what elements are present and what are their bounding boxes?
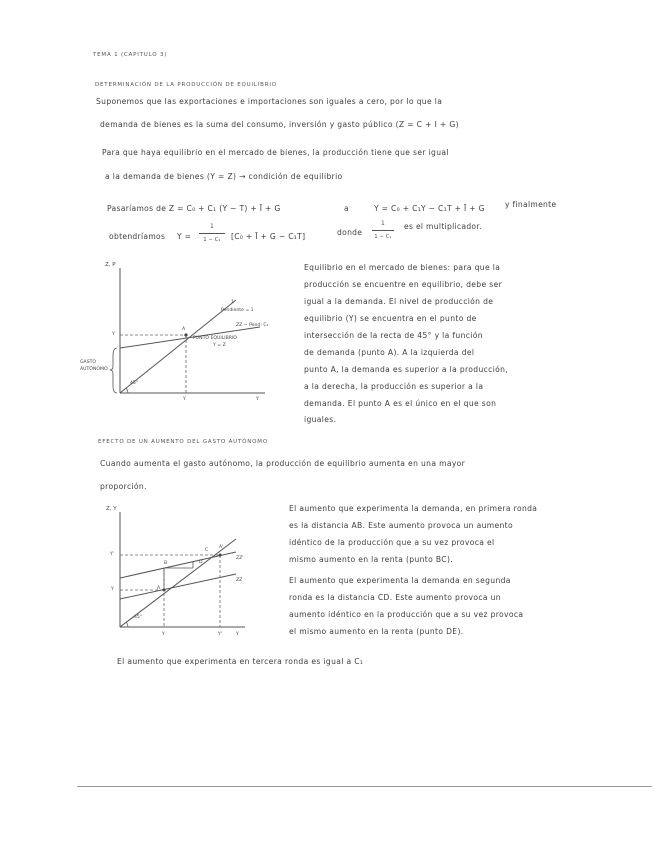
section-title: DETERMINACIÓN DE LA PRODUCCIÓN DE EQUILIBRIO [95, 82, 277, 88]
topic-heading: TEMA 1 (CAPITULO 3) [93, 52, 168, 58]
multiplier-numerator: 1 [209, 223, 215, 230]
formula-multiplier-label: es el multiplicador. [404, 222, 482, 231]
graph2-angle-label: 45° [134, 615, 143, 620]
graph1-text-line-8: a la derecha, la producción es superior a la [304, 382, 484, 391]
graph2-y-axis-label: Z, Y [106, 506, 117, 512]
graph2-y-tick-1: Y' [110, 552, 115, 557]
graph2-zz2-line [120, 552, 236, 578]
graph1-demand-label: ZZ − Pend: C₁ [236, 323, 269, 328]
formula-line1-equation: Y = C₀ + C₁Y − C₁T + Ī + G [374, 204, 485, 213]
graph2-zz2-label: ZZ' [236, 556, 244, 561]
graph2-zz-label: ZZ [236, 578, 243, 583]
graph2-x-tick-1: Y [162, 632, 165, 637]
graph2-para1-line-2: es la distancia AB. Este aumento provoca un aumento [289, 521, 514, 530]
graph1-equilibrium-label-1: PUNTO EQUILIBRIO [193, 336, 237, 341]
formula-autonomous-spending: [C₀ + Ī + G − C₁T] [231, 232, 306, 241]
graph1-angle-label: 45° [130, 381, 139, 386]
graph1-text-line-1: Equilibrio en el mercado de bienes: para que la [304, 263, 501, 272]
graph2-point-a2-label: A' [219, 545, 224, 550]
graph2-point-a2 [219, 554, 222, 557]
graph1-y-tick: Y [112, 332, 115, 337]
graph2-point-a [163, 589, 166, 592]
graph1-autonomous-label-2: AUTÓNOMO [80, 367, 108, 372]
graph1-text-line-10: iguales. [304, 415, 337, 424]
equilibrium-line-1: Para que haya equilibrio en el mercado de bienes, la producción tiene que ser igual [102, 148, 449, 157]
formula-line1-connector: a [344, 204, 349, 213]
final-line: El aumento que experimenta en tercera ronda es igual a C₁ [117, 657, 364, 666]
section2-line-1: Cuando aumenta el gasto autónomo, la producción de equilibrio aumenta en una mayor [100, 459, 466, 468]
graph2-para2-line-3: aumento idéntico en la producción que a su vez provoca [289, 610, 524, 619]
graph1-text-line-2: producción se encuentre en equilibrio, debe ser [304, 280, 503, 289]
graph1-point-a-label: A [182, 327, 186, 332]
graph1-x-tick: Y [183, 397, 186, 402]
multiplier-denominator-2: 1 − C₁ [374, 234, 392, 240]
graph2-point-b-label: B [164, 561, 168, 566]
graph1-text-line-9: demanda. El punto A es el único en el que son [304, 399, 497, 408]
graph2-para2-line-4: el mismo aumento en la renta (punto DE). [289, 627, 464, 636]
graph2-point-d-label: D [199, 560, 203, 565]
multiplier-denominator: 1 − C₁ [203, 237, 221, 243]
graph2-y-tick-2: Y [111, 587, 114, 592]
formula-line1-start: Pasaríamos de Z = C₀ + C₁ (Y − T) + Ī + G [107, 204, 281, 213]
graph1-text-line-5: intersección de la recta de 45° y la función [304, 331, 483, 340]
graph2-angle-arc [126, 622, 128, 627]
graph1-slope-label: Pendiente = 1 [221, 308, 254, 313]
graph2-para2-line-2: ronda es la distancia CD. Este aumento provoca un [289, 593, 501, 602]
graph2-para1-line-1: El aumento que experimenta la demanda, en primera ronda [289, 504, 538, 513]
graph1-x-axis-label: Y [256, 397, 259, 402]
graph1-y-axis-label: Z, P [105, 262, 116, 268]
graph2-para2-line-1: El aumento que experimenta la demanda en segunda [289, 576, 511, 585]
graph2-x-axis-label: Y [236, 632, 239, 637]
graph2-45-line [120, 539, 236, 627]
graph2-x-tick-2: Y' [218, 632, 223, 637]
intro-line-1: Suponemos que las exportaciones e importaciones son iguales a cero, por lo que la [96, 97, 443, 106]
graph2-point-c-label: C [205, 548, 209, 553]
graph2-para1-line-4: mismo aumento en la renta (punto BC). [289, 555, 454, 564]
formula-y-equals: Y = [177, 232, 192, 241]
graph1-text-line-6: de demanda (punto A). A la izquierda del [304, 348, 475, 357]
graph1-text-line-7: punto A, la demanda es superior a la producción, [304, 365, 509, 374]
graph1-autonomous-label-1: GASTO [80, 360, 97, 365]
formula-donde: donde [337, 228, 363, 237]
graph1-45-line-label: 1 [231, 300, 234, 305]
graph2-para1-line-3: idéntico de la producción que a su vez provoca el [289, 538, 495, 547]
graph2-zz-line [120, 574, 236, 599]
section2-title: EFECTO DE UN AUMENTO DEL GASTO AUTÓNOMO [98, 439, 268, 445]
page-bottom-rule [77, 786, 652, 787]
section2-line-2: proporción. [100, 482, 147, 491]
intro-line-2: demanda de bienes es la suma del consumo, inversión y gasto público (Z = C + I + G) [100, 120, 459, 129]
graph1-equilibrium-label-2: Y = Z [213, 343, 226, 348]
multiplier-numerator-2: 1 [380, 220, 386, 227]
formula-line1-end: y finalmente [505, 200, 557, 209]
graph2-point-a-label: A [157, 586, 161, 591]
graph1-text-line-4: equilibrio (Y) se encuentra en el punto de [304, 314, 477, 323]
equilibrium-line-2: a la demanda de bienes (Y = Z) → condición de equilibrio [105, 172, 343, 181]
graph1-text-line-3: igual a la demanda. El nivel de producción de [304, 297, 494, 306]
formula-line2-start: obtendríamos [109, 232, 166, 241]
